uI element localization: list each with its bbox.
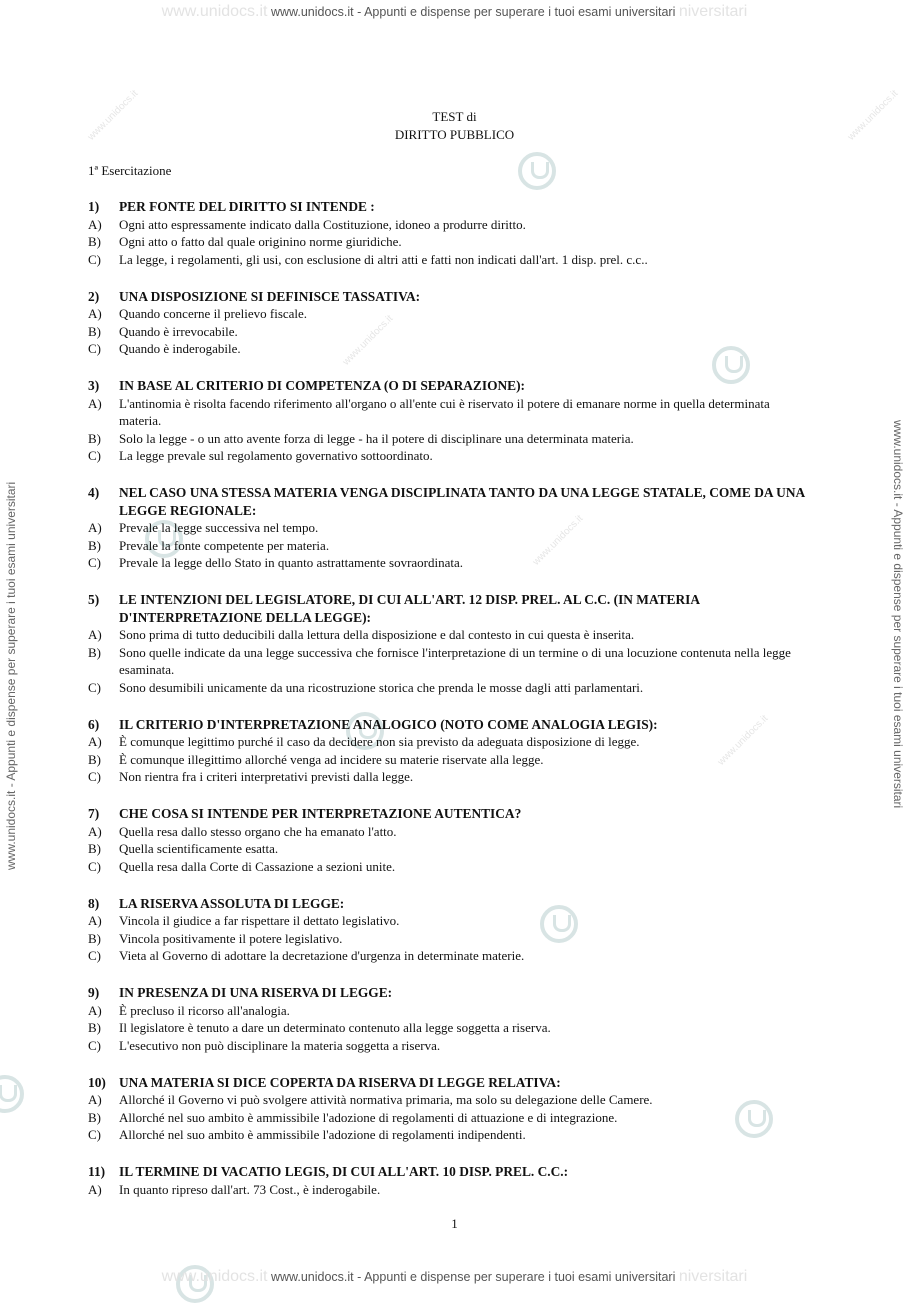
question-text: LE INTENZIONI DEL LEGISLATORE, DI CUI ALL'ART. 12 DISP. PREL. AL C.C. (IN MATERIA D'INTERPRETAZIONE DELLA LEGGE): <box>119 592 700 625</box>
answer-option <box>88 1126 808 1144</box>
answer-option <box>88 1002 808 1020</box>
question-number: 8) <box>88 895 100 911</box>
question-heading <box>88 984 808 1002</box>
option-text: Allorché il Governo vi può svolgere attività normativa primaria, ma solo su delegazione delle Camere. <box>119 1092 653 1107</box>
option-letter: A) <box>88 823 102 839</box>
option-letter: B) <box>88 1109 101 1125</box>
option-letter: C) <box>88 1037 101 1053</box>
answer-option <box>88 340 808 358</box>
answer-option <box>88 233 808 251</box>
answer-option <box>88 858 808 876</box>
answer-option <box>88 519 808 537</box>
option-letter: B) <box>88 537 101 553</box>
question-text: NEL CASO UNA STESSA MATERIA VENGA DISCIPLINATA TANTO DA UNA LEGGE STATALE, COME DA UNA LEGGE REGIONALE: <box>119 485 805 518</box>
answer-option <box>88 823 808 841</box>
answer-option <box>88 447 808 465</box>
option-text: Quella resa dalla Corte di Cassazione a sezioni unite. <box>119 858 396 874</box>
answer-option <box>88 644 808 679</box>
top-banner <box>0 3 909 21</box>
option-letter: A) <box>88 1002 102 1018</box>
question-number: 5) <box>88 592 100 607</box>
question-number: 7) <box>88 806 100 821</box>
option-text: Solo la legge - o un atto avente forza di legge - ha il potere di disciplinare una determinata materia. <box>119 430 634 446</box>
question-text: UNA MATERIA SI DICE COPERTA DA RISERVA DI LEGGE RELATIVA: <box>119 1074 561 1090</box>
answer-option <box>88 840 808 858</box>
unidocs-watermark-text: www.unidocs.it <box>530 513 586 568</box>
answer-option <box>88 216 808 234</box>
question-text: CHE COSA SI INTENDE PER INTERPRETAZIONE AUTENTICA? <box>119 806 522 821</box>
question-item <box>88 591 808 696</box>
option-text: Allorché nel suo ambito è ammissibile l'adozione di regolamenti di attuazione e di integrazione. <box>119 1109 618 1125</box>
question-text: IN PRESENZA DI UNA RISERVA DI LEGGE: <box>119 985 393 1000</box>
option-letter: C) <box>88 858 101 874</box>
question-item <box>88 716 808 786</box>
question-number: 11) <box>88 1164 106 1179</box>
banner-main-text: www.unidocs.it - Appunti e dispense per superare i tuoi esami universitari <box>270 1270 676 1284</box>
answer-option <box>88 912 808 930</box>
unidocs-watermark-text: www.unidocs.it <box>85 88 141 143</box>
question-item <box>88 377 808 465</box>
option-letter: C) <box>88 341 101 356</box>
option-text: Vincola il giudice a far rispettare il dettato legislativo. <box>119 913 400 928</box>
document-title-line1: TEST di <box>432 109 477 124</box>
question-heading <box>88 198 808 216</box>
option-letter: A) <box>88 1092 102 1107</box>
answer-option <box>88 537 808 555</box>
option-text: Vieta al Governo di adottare la decretazione d'urgenza in determinate materie. <box>119 948 525 963</box>
question-heading <box>88 716 808 734</box>
option-text: Prevale la fonte competente per materia. <box>119 537 330 553</box>
banner-faint-left: www.unidocs.it <box>161 3 268 20</box>
option-text: Il legislatore è tenuto a dare un determinato contenuto alla legge soggetta a riserva. <box>119 1020 551 1035</box>
option-text: Quando è irrevocabile. <box>119 323 238 339</box>
banner-faint-right: niversitari <box>678 3 748 20</box>
option-text: Sono quelle indicate da una legge successiva che fornisce l'interpretazione di un termine o di una locuzione contenuta nella legge esaminata. <box>119 644 791 677</box>
unidocs-watermark-text: www.unidocs.it <box>845 88 901 143</box>
option-letter: C) <box>88 1127 101 1142</box>
left-side-watermark: www.unidocs.it - Appunti e dispense per superare i tuoi esami universitari <box>4 481 18 870</box>
question-heading <box>88 805 808 823</box>
option-letter: B) <box>88 430 101 446</box>
question-number: 2) <box>88 288 100 304</box>
option-letter: A) <box>88 520 102 535</box>
answer-option <box>88 395 808 430</box>
question-text: PER FONTE DEL DIRITTO SI INTENDE : <box>119 199 375 214</box>
question-heading <box>88 484 808 519</box>
question-item <box>88 288 808 358</box>
option-text: Quella scientificamente esatta. <box>119 841 279 856</box>
option-letter: A) <box>88 395 102 411</box>
option-text: Non rientra fra i criteri interpretativi previsti dalla legge. <box>119 769 414 784</box>
option-text: Quando concerne il prelievo fiscale. <box>119 306 308 321</box>
right-side-watermark: www.unidocs.it - Appunti e dispense per superare i tuoi esami universitari <box>891 420 905 809</box>
option-letter: C) <box>88 679 101 695</box>
question-item <box>88 895 808 965</box>
question-heading <box>88 288 808 306</box>
option-letter: C) <box>88 448 101 463</box>
answer-option <box>88 251 808 269</box>
option-letter: B) <box>88 1020 101 1035</box>
option-letter: A) <box>88 734 102 749</box>
answer-option <box>88 930 808 948</box>
option-letter: B) <box>88 930 101 946</box>
option-letter: A) <box>88 306 102 321</box>
answer-option <box>88 1037 808 1055</box>
question-heading <box>88 1074 808 1092</box>
unidocs-watermark-logo <box>0 1075 24 1113</box>
answer-option <box>88 323 808 341</box>
option-text: La legge prevale sul regolamento governativo sottoordinato. <box>119 448 433 463</box>
answer-option <box>88 1091 808 1109</box>
option-text: Prevale la legge successiva nel tempo. <box>119 520 319 535</box>
option-text: Allorché nel suo ambito è ammissibile l'adozione di regolamenti indipendenti. <box>119 1127 526 1142</box>
option-text: Quando è inderogabile. <box>119 341 241 356</box>
option-text: È comunque illegittimo allorché venga ad incidere su materie riservate alla legge. <box>119 751 544 767</box>
option-letter: B) <box>88 751 101 767</box>
question-number: 4) <box>88 485 100 500</box>
answer-option <box>88 947 808 965</box>
option-letter: C) <box>88 769 101 784</box>
question-text: IL CRITERIO D'INTERPRETAZIONE ANALOGICO (NOTO COME ANALOGIA LEGIS): <box>119 716 658 732</box>
option-text: Vincola positivamente il potere legislativo. <box>119 930 343 946</box>
option-letter: A) <box>88 627 102 642</box>
option-letter: A) <box>88 1181 102 1197</box>
option-text: È comunque legittimo purché il caso da decidere non sia previsto da adeguata disposizione di legge. <box>119 734 640 749</box>
answer-option <box>88 679 808 697</box>
question-text: UNA DISPOSIZIONE SI DEFINISCE TASSATIVA: <box>119 288 421 304</box>
bottom-banner <box>0 1268 909 1286</box>
question-heading <box>88 377 808 395</box>
answer-option <box>88 430 808 448</box>
option-text: Sono desumibili unicamente da una ricostruzione storica che prenda le mosse dagli atti parlamentari. <box>119 679 644 695</box>
unidocs-watermark-logo <box>518 152 556 190</box>
answer-option <box>88 1109 808 1127</box>
option-text: L'antinomia è risolta facendo riferimento all'organo o all'ente cui è riservato il potere di emanare norme in quella determinata materia. <box>119 395 770 428</box>
answer-option <box>88 305 808 323</box>
question-number: 10) <box>88 1074 106 1090</box>
question-number: 3) <box>88 378 100 393</box>
answer-option <box>88 751 808 769</box>
page-number: 1 <box>451 1216 458 1231</box>
option-text: L'esecutivo non può disciplinare la materia soggetta a riserva. <box>119 1037 441 1053</box>
option-text: Sono prima di tutto deducibili dalla lettura della disposizione e dal contesto in cui questa è inserita. <box>119 627 635 642</box>
answer-option <box>88 554 808 572</box>
option-letter: B) <box>88 841 101 856</box>
question-number: 9) <box>88 985 100 1000</box>
question-item <box>88 1074 808 1144</box>
answer-option <box>88 1019 808 1037</box>
option-letter: C) <box>88 948 101 963</box>
banner-faint-left: www.unidocs.it <box>161 1268 268 1285</box>
unidocs-watermark-text: www.unidocs.it <box>340 313 396 368</box>
option-letter: C) <box>88 251 101 267</box>
option-text: Quella resa dallo stesso organo che ha emanato l'atto. <box>119 823 397 839</box>
option-letter: B) <box>88 234 101 249</box>
question-heading <box>88 591 808 626</box>
option-text: Prevale la legge dello Stato in quanto astrattamente sovraordinata. <box>119 555 464 570</box>
option-text: È precluso il ricorso all'analogia. <box>119 1002 290 1018</box>
option-text: In quanto ripreso dall'art. 73 Cost., è inderogabile. <box>119 1181 381 1197</box>
question-heading <box>88 1163 808 1181</box>
question-item <box>88 1163 808 1198</box>
question-item <box>88 484 808 572</box>
question-list <box>88 198 808 1218</box>
question-heading <box>88 895 808 913</box>
answer-option <box>88 733 808 751</box>
question-item <box>88 984 808 1054</box>
option-letter: A) <box>88 216 102 232</box>
question-text: LA RISERVA ASSOLUTA DI LEGGE: <box>119 895 345 911</box>
answer-option <box>88 768 808 786</box>
answer-option <box>88 626 808 644</box>
option-letter: C) <box>88 555 101 570</box>
question-number: 6) <box>88 716 100 732</box>
question-item <box>88 805 808 875</box>
unidocs-watermark-text: www.unidocs.it <box>715 713 771 768</box>
option-text: Ogni atto o fatto dal quale originino norme giuridiche. <box>119 234 402 249</box>
option-letter: B) <box>88 323 101 339</box>
question-item <box>88 198 808 268</box>
banner-faint-right: niversitari <box>678 1268 748 1285</box>
banner-main-text: www.unidocs.it - Appunti e dispense per superare i tuoi esami universitari <box>270 5 676 19</box>
option-text: La legge, i regolamenti, gli usi, con esclusione di altri atti e fatti non indicati dall'art. 1 disp. prel. c.c.. <box>119 251 648 267</box>
section-heading: 1ª Esercitazione <box>88 163 172 178</box>
document-title-line2: DIRITTO PUBBLICO <box>394 127 515 142</box>
question-text: IL TERMINE DI VACATIO LEGIS, DI CUI ALL'ART. 10 DISP. PREL. C.C.: <box>119 1164 569 1179</box>
option-letter: A) <box>88 913 102 928</box>
answer-option <box>88 1181 808 1199</box>
question-number: 1) <box>88 199 100 214</box>
option-letter: B) <box>88 644 101 660</box>
question-text: IN BASE AL CRITERIO DI COMPETENZA (O DI SEPARAZIONE): <box>119 378 525 393</box>
option-text: Ogni atto espressamente indicato dalla Costituzione, idoneo a produrre diritto. <box>119 216 526 232</box>
